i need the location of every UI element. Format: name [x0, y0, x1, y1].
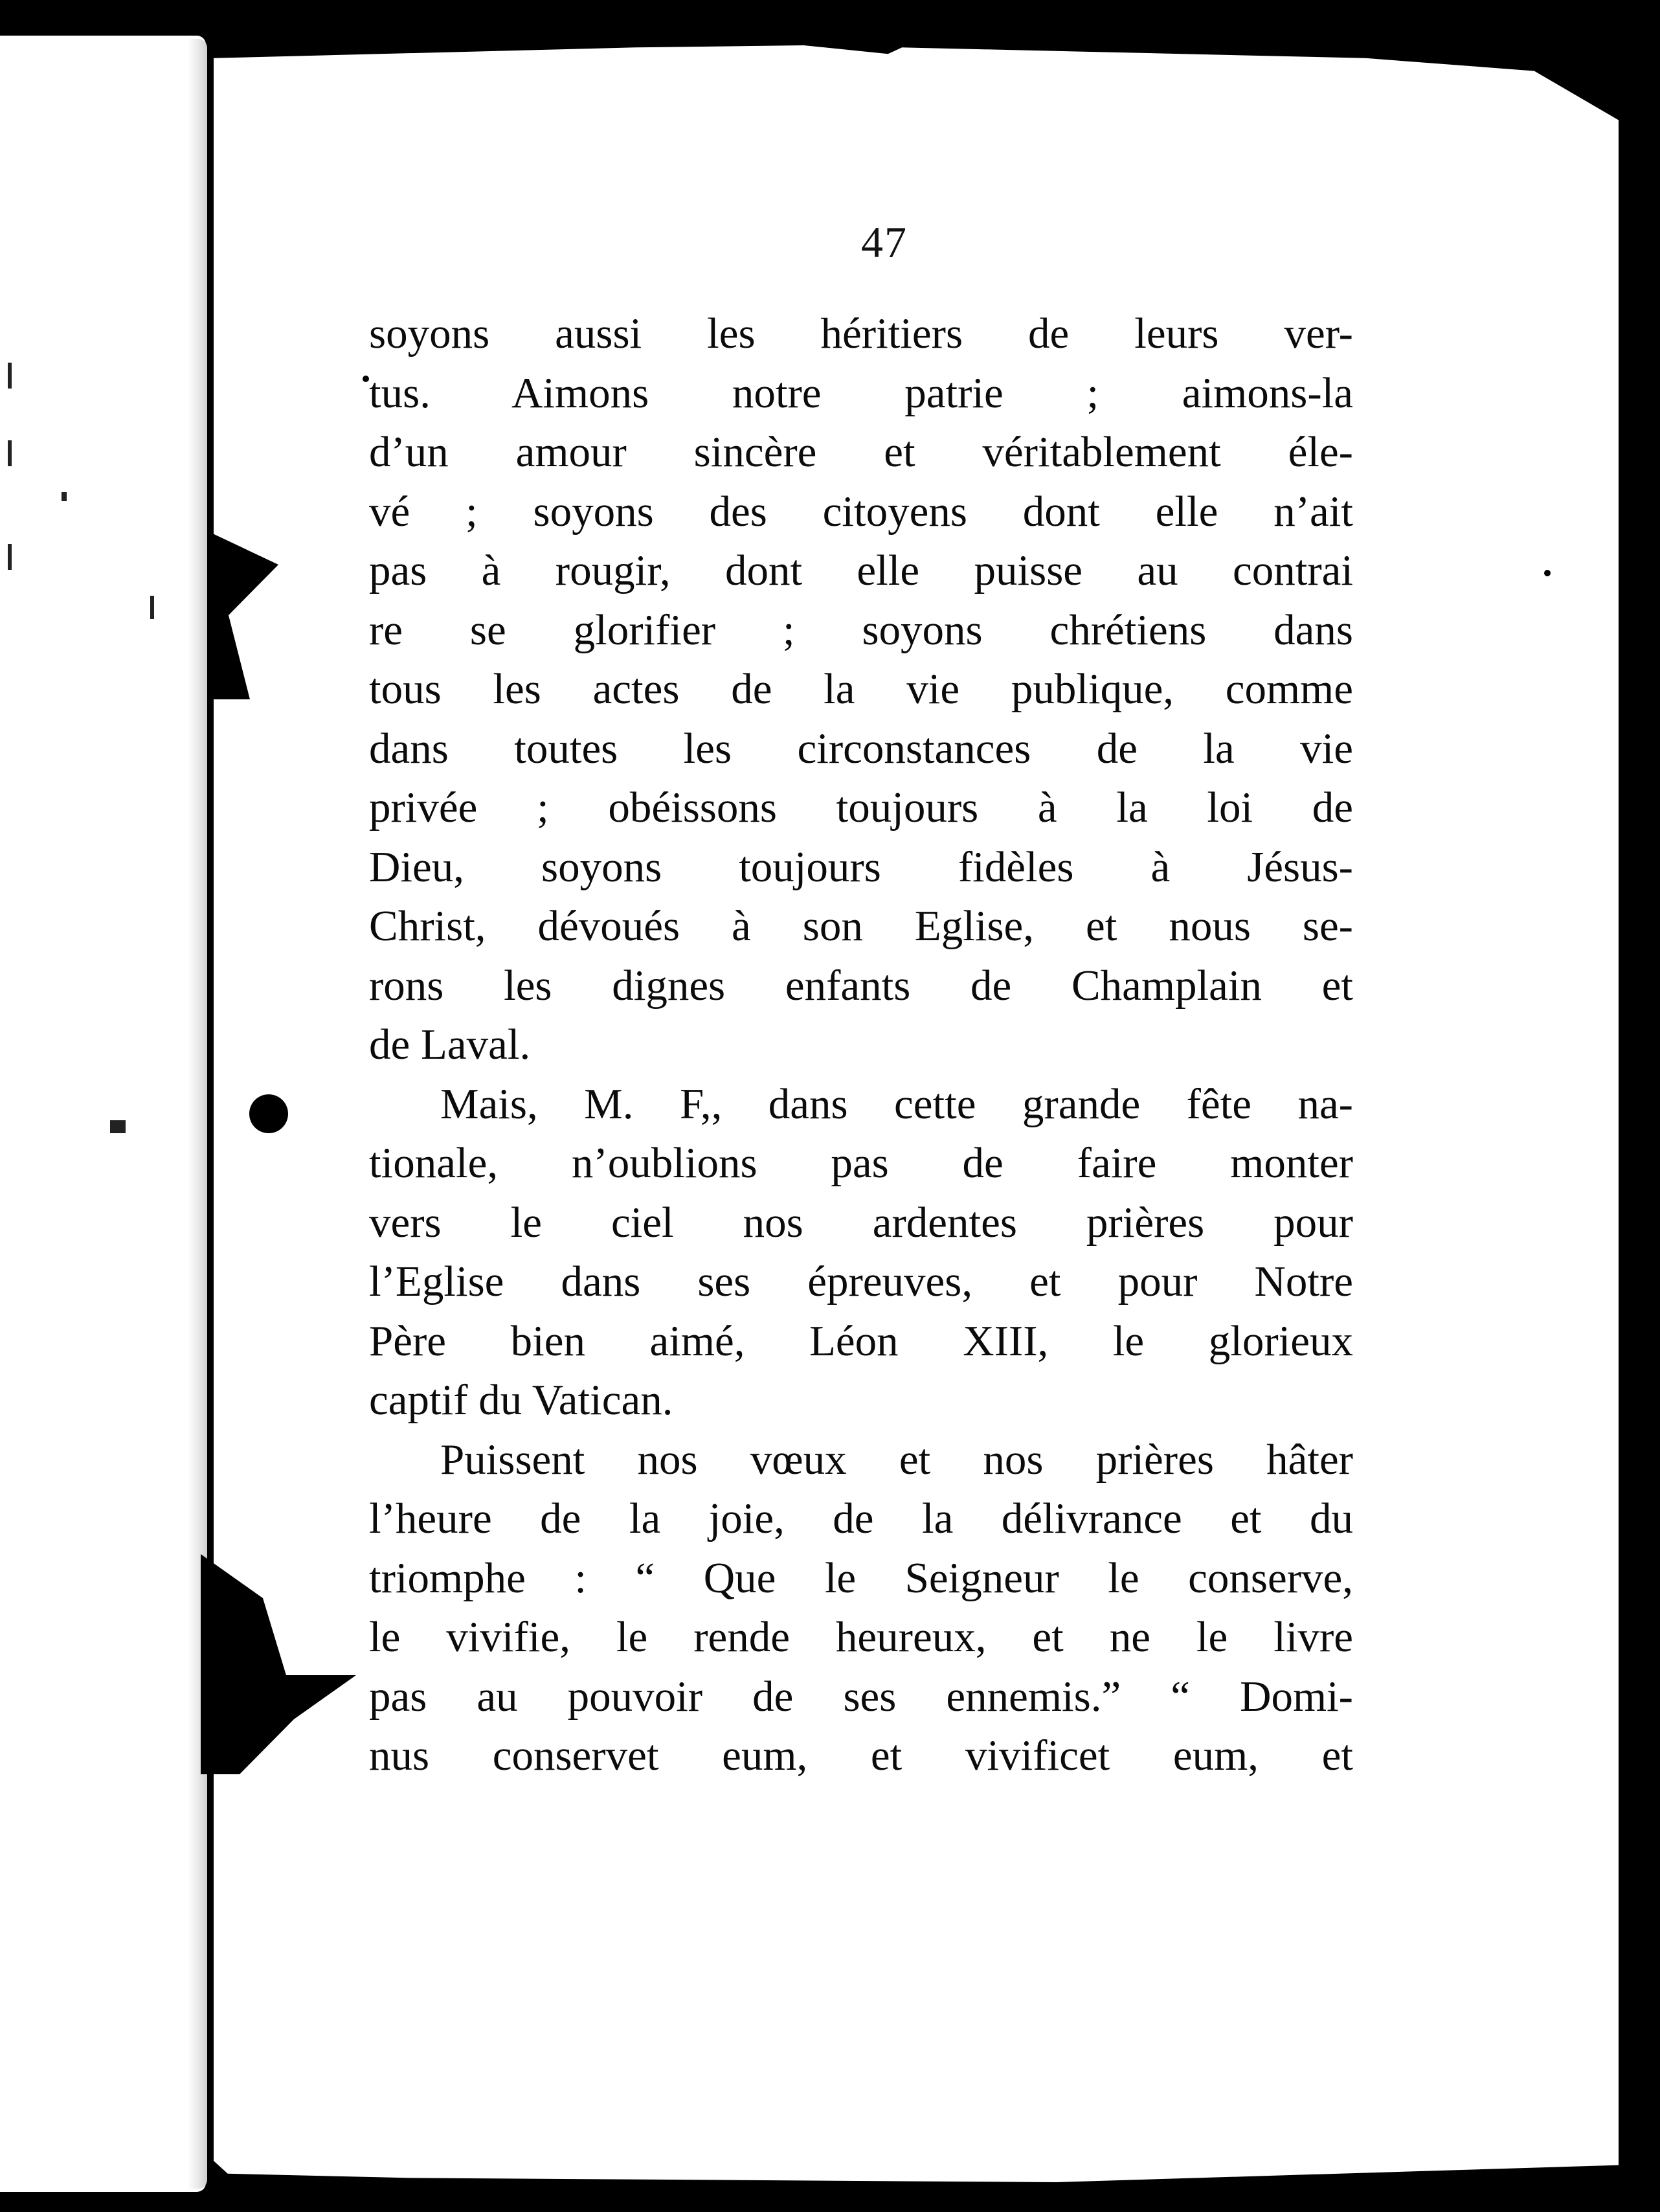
text-line: nus conservet eum, et vivificet eum, et [369, 1732, 1353, 1779]
ink-speck [1544, 570, 1551, 576]
text-line: soyons aussi les héritiers de leurs ver- [369, 310, 1353, 357]
left-page-mark [110, 1120, 126, 1133]
text-line: l’Eglise dans ses épreuves, et pour Notre [369, 1258, 1353, 1305]
left-page-mark [8, 363, 12, 389]
text-line: Mais, M. F,, dans cette grande fête na- [440, 1079, 1353, 1128]
text-line: re se glorifier ; soyons chrétiens dans [369, 605, 1353, 654]
text-line: le vivifie, le rende heureux, et ne le livre [369, 1613, 1353, 1661]
text-line: vé ; soyons des citoyens dont elle n’ait [369, 487, 1353, 536]
text-line: rons les dignes enfants de Champlain et [369, 961, 1353, 1010]
left-page-mark [62, 492, 67, 501]
text-line: pas au pouvoir de ses ennemis.” “ Domi- [369, 1672, 1353, 1721]
text-line: Dieu, soyons toujours fidèles à Jésus- [369, 842, 1353, 891]
ink-speck [363, 376, 369, 382]
body-text [369, 304, 1353, 1786]
text-line: de Laval. [369, 1021, 531, 1068]
previous-page-shadow [188, 39, 207, 2189]
text-line: dans toutes les circonstances de la vie [369, 724, 1353, 773]
text-line: captif du Vatican. [369, 1376, 673, 1424]
text-line: Christ, dévoués à son Eglise, et nous se- [369, 902, 1353, 950]
left-page-mark [8, 440, 12, 466]
text-line: privée ; obéissons toujours à la loi de [369, 784, 1353, 831]
text-line: tous les actes de la vie publique, comme [369, 665, 1353, 713]
text-line: Père bien aimé, Léon XIII, le glorieux [369, 1316, 1353, 1365]
text-line: d’un amour sincère et véritablement éle- [369, 428, 1353, 476]
previous-page-edge [0, 36, 206, 2192]
text-line: tus. Aimons notre patrie ; aimons-la [369, 368, 1353, 417]
text-line: vers le ciel nos ardentes prières pour [369, 1198, 1353, 1247]
text-line: pas à rougir, dont elle puisse au contrai [369, 547, 1353, 594]
text-line: triomphe : “ Que le Seigneur le conserve, [369, 1553, 1353, 1602]
ink-speck [249, 1094, 288, 1133]
text-line: tionale, n’oublions pas de faire monter [369, 1139, 1353, 1187]
text-line: l’heure de la joie, de la délivrance et du [369, 1495, 1353, 1542]
text-line: Puissent nos vœux et nos prières hâter [440, 1435, 1353, 1484]
left-page-mark [150, 596, 154, 619]
page-number: 47 [861, 218, 908, 267]
left-page-mark [8, 544, 12, 570]
